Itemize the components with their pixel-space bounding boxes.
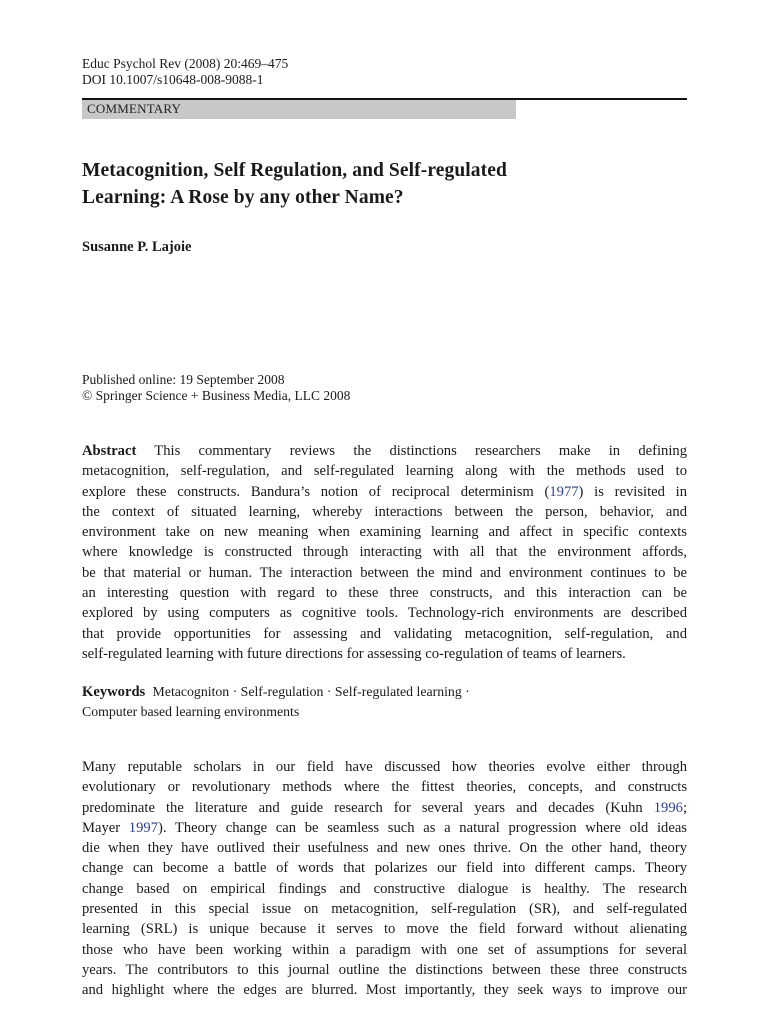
abstract-line: the context of situated learning, whereby interactions between the person, behavior, and: [82, 503, 687, 520]
body-line: change based on empirical findings and constructive dialogue is healthy. The research: [82, 880, 687, 897]
abstract-heading: Abstract: [82, 443, 137, 459]
body-line: presented in this special issue on metacognition, self-regulation (SR), and self-regulated: [82, 901, 687, 918]
author-name: Susanne P. Lajoie: [82, 239, 192, 255]
section-bar: [82, 100, 516, 119]
body-line: Many reputable scholars in our field have discussed how theories evolve either through: [82, 759, 687, 775]
body-line: learning (SRL) is unique because it serves to move the field forward without alienating: [82, 921, 687, 938]
body-paragraph: [82, 757, 687, 1001]
body-line: predominate the literature and guide research for several years and decades (Kuhn 1996;: [82, 799, 687, 816]
abstract-line: explored by using computers as cognitive tools. Technology-rich environments are described: [82, 605, 687, 622]
keywords: [82, 682, 687, 723]
abstract-line: that provide opportunities for assessing and validating metacognition, self-regulation, and: [82, 625, 687, 642]
citation-link-1977[interactable]: 1977: [549, 483, 579, 500]
keywords-heading: Keywords: [82, 684, 146, 700]
title-line: Metacognition, Self Regulation, and Self-regulated: [82, 160, 507, 181]
doi-line: DOI 10.1007/s10648-008-9088-1: [82, 72, 264, 87]
keywords-line: Keywords Metacogniton · Self-regulation · Self-regulated learning ·: [82, 684, 470, 700]
published-date: Published online: 19 September 2008: [82, 372, 285, 387]
abstract-line: metacognition, self-regulation, and self-regulated learning along with the methods used to: [82, 463, 687, 480]
body-line: change can become a battle of words that polarizes our field into different camps. Theory: [82, 860, 687, 877]
abstract-line: self-regulated learning with future directions for assessing co-regulation of teams of learners.: [82, 645, 626, 662]
body-line: and highlight where the edges are blurred. Most importantly, they seek ways to improve our: [82, 982, 687, 999]
body-line: die when they have outlived their usefulness and new ones thrive. On the other hand, theory: [82, 840, 687, 857]
body-line: years. The contributors to this journal outline the distinctions between these three constructs: [82, 961, 687, 978]
abstract-line: environment take on new meaning when examining learning and affect in specific contexts: [82, 524, 687, 541]
section-label: COMMENTARY: [87, 101, 182, 116]
body-line: Mayer 1997). Theory change can be seamless such as a natural progression where old ideas: [82, 819, 687, 836]
journal-citation: Educ Psychol Rev (2008) 20:469–475: [82, 56, 289, 71]
body-line: those who have been working within a paradigm with one set of assumptions for several: [82, 941, 687, 958]
copyright-line: © Springer Science + Business Media, LLC 2008: [82, 388, 351, 403]
abstract-line: be that material or human. The interaction between the mind and environment continues to be: [82, 564, 687, 581]
abstract-line: an interesting question with regard to these three constructs, and this interaction can be: [82, 585, 687, 602]
abstract-line: Abstract This commentary reviews the distinctions researchers make in defining: [82, 443, 687, 459]
citation-link-1996[interactable]: 1996: [653, 799, 683, 816]
article-title: [82, 157, 687, 211]
abstract-line: where knowledge is constructed through interacting with all that the environment affords,: [82, 544, 687, 561]
abstract-line: explore these constructs. Bandura’s notion of reciprocal determinism (1977) is revisited in: [82, 483, 687, 500]
citation-link-1997[interactable]: 1997: [128, 819, 158, 836]
publication-info: [82, 372, 350, 404]
keywords-line: Computer based learning environments: [82, 704, 300, 720]
body-line: evolutionary or revolutionary methods where the fittest theories, concepts, and constructs: [82, 779, 687, 796]
title-line: Learning: A Rose by any other Name?: [82, 187, 404, 208]
abstract: [82, 441, 687, 664]
